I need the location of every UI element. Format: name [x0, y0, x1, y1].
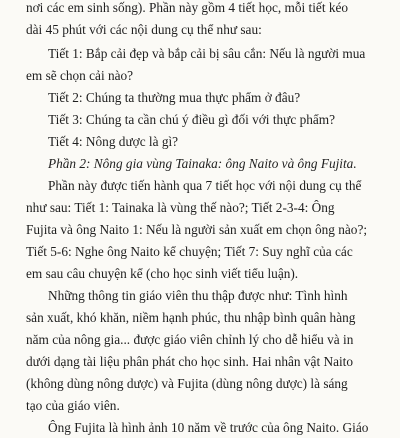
text-line: dưới dạng tài liệu phân phát cho học sinh. Hai nhân vật Naito [26, 354, 354, 369]
text-line: Phần này được tiến hành qua 7 tiết học với nội dung cụ thể [48, 178, 362, 193]
text-line: em sẽ chọn cải nào? [26, 68, 134, 83]
lesson-item: Tiết 4: Nông dược là gì? [48, 134, 179, 149]
text-line: Ông Fujita là hình ảnh 10 năm về trước của ông Naito. Giáo [48, 420, 369, 435]
lesson-item: Tiết 2: Chúng ta thường mua thực phẩm ở đâu? [48, 90, 301, 105]
text-line: năm của nông gia... được giáo viên chỉnh lý cho dễ hiểu và in [26, 332, 354, 347]
text-line: sản xuất, khó khăn, niềm hạnh phúc, thu nhập bình quân hàng [26, 310, 356, 325]
text-line: Những thông tin giáo viên thu thập được như: Tình hình [48, 288, 348, 303]
text-line: Fujita và ông Naito 1: Nếu là người sản xuất em chọn ông nào?; [26, 222, 368, 237]
section-heading: Phần 2: Nông gia vùng Tainaka: ông Naito và ông Fujita. [48, 156, 357, 171]
text-line: tạo của giáo viên. [26, 398, 120, 413]
text-line: dài 45 phút với các nội dung cụ thể như sau: [26, 22, 262, 37]
text-line: (không dùng nông dược) và Fujita (dùng nông dược) là sáng [26, 376, 348, 391]
lesson-item: Tiết 3: Chúng ta cần chú ý điều gì đối với thực phẩm? [48, 112, 336, 127]
text-line: Tiết 5-6: Nghe ông Naito kể chuyện; Tiết 7: Suy nghĩ của các [26, 244, 353, 259]
text-line: nơi các em sinh sống). Phần này gồm 4 tiết học, mỗi tiết kéo [26, 0, 349, 15]
text-line: như sau: Tiết 1: Tainaka là vùng thế nào?; Tiết 2-3-4: Ông [26, 200, 335, 215]
lesson-item: Tiết 1: Bắp cải đẹp và bắp cải bị sâu cắn: Nếu là người mua [48, 46, 366, 61]
text-line: em sau câu chuyện kể (cho học sinh viết tiểu luận). [26, 266, 299, 281]
